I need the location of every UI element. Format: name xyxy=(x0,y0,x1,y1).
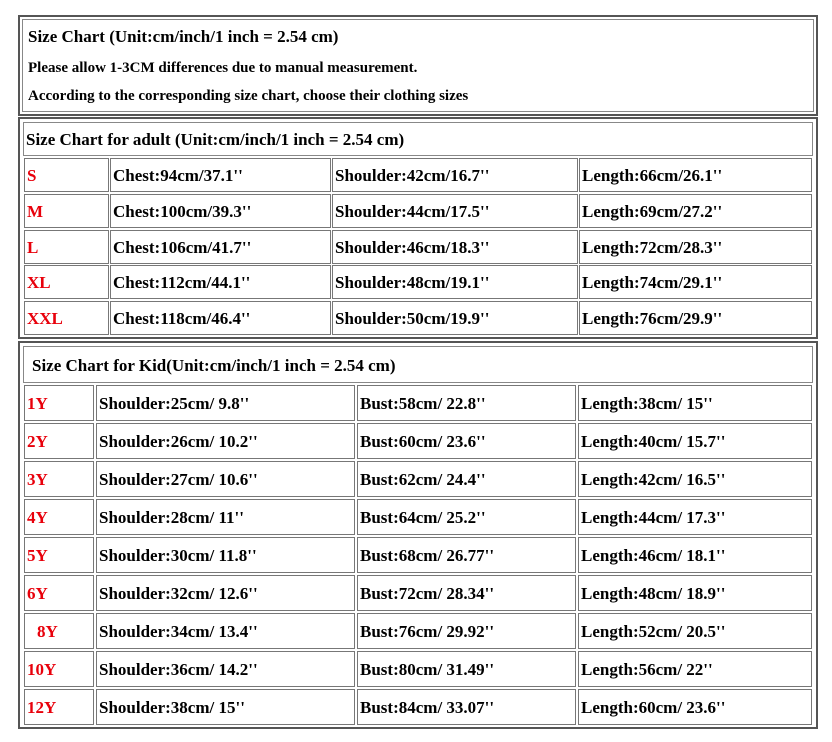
kid-size-cell: 10Y xyxy=(24,651,94,687)
adult-size-cell: XXL xyxy=(24,301,109,335)
adult-chest-cell: Chest:112cm/44.1'' xyxy=(110,265,331,299)
kid-table-title: Size Chart for Kid(Unit:cm/inch/1 inch = 2.54 cm) xyxy=(32,356,396,375)
kid-bust-cell: Bust:60cm/ 23.6'' xyxy=(357,423,576,459)
kid-size-cell: 3Y xyxy=(24,461,94,497)
kid-shoulder-cell: Shoulder:32cm/ 12.6'' xyxy=(96,575,355,611)
kid-shoulder-cell: Shoulder:38cm/ 15'' xyxy=(96,689,355,725)
adult-chest-cell: Chest:94cm/37.1'' xyxy=(110,158,331,192)
adult-size-cell: M xyxy=(24,194,109,228)
kid-shoulder-cell: Shoulder:25cm/ 9.8'' xyxy=(96,385,355,421)
intro-panel xyxy=(18,15,818,116)
kid-size-cell: 4Y xyxy=(24,499,94,535)
adult-size-table xyxy=(18,117,818,339)
kid-length-cell: Length:40cm/ 15.7'' xyxy=(578,423,812,459)
adult-length-cell: Length:66cm/26.1'' xyxy=(579,158,812,192)
adult-shoulder-cell: Shoulder:42cm/16.7'' xyxy=(332,158,578,192)
adult-size-cell: S xyxy=(24,158,109,192)
kid-length-cell: Length:56cm/ 22'' xyxy=(578,651,812,687)
kid-bust-cell: Bust:84cm/ 33.07'' xyxy=(357,689,576,725)
adult-shoulder-cell: Shoulder:46cm/18.3'' xyxy=(332,230,578,264)
kid-bust-cell: Bust:58cm/ 22.8'' xyxy=(357,385,576,421)
adult-length-cell: Length:74cm/29.1'' xyxy=(579,265,812,299)
kid-length-cell: Length:48cm/ 18.9'' xyxy=(578,575,812,611)
kid-shoulder-cell: Shoulder:34cm/ 13.4'' xyxy=(96,613,355,649)
kid-shoulder-cell: Shoulder:26cm/ 10.2'' xyxy=(96,423,355,459)
adult-shoulder-cell: Shoulder:50cm/19.9'' xyxy=(332,301,578,335)
kid-size-cell: 2Y xyxy=(24,423,94,459)
adult-chest-cell: Chest:100cm/39.3'' xyxy=(110,194,331,228)
kid-length-cell: Length:44cm/ 17.3'' xyxy=(578,499,812,535)
kid-bust-cell: Bust:64cm/ 25.2'' xyxy=(357,499,576,535)
adult-size-cell: L xyxy=(24,230,109,264)
kid-size-cell: 8Y xyxy=(24,613,94,649)
kid-shoulder-cell: Shoulder:30cm/ 11.8'' xyxy=(96,537,355,573)
adult-chest-cell: Chest:106cm/41.7'' xyxy=(110,230,331,264)
kid-length-cell: Length:42cm/ 16.5'' xyxy=(578,461,812,497)
kid-length-cell: Length:46cm/ 18.1'' xyxy=(578,537,812,573)
kid-size-cell: 6Y xyxy=(24,575,94,611)
adult-table-title: Size Chart for adult (Unit:cm/inch/1 inch = 2.54 cm) xyxy=(26,130,405,149)
adult-length-cell: Length:76cm/29.9'' xyxy=(579,301,812,335)
kid-size-cell: 1Y xyxy=(24,385,94,421)
kid-size-table xyxy=(18,341,818,729)
kid-size-cell: 12Y xyxy=(24,689,94,725)
intro-note: Please allow 1-3CM differences due to manual measurement. xyxy=(28,60,418,76)
intro-title: Size Chart (Unit:cm/inch/1 inch = 2.54 cm) xyxy=(28,27,339,46)
adult-shoulder-cell: Shoulder:44cm/17.5'' xyxy=(332,194,578,228)
kid-length-cell: Length:52cm/ 20.5'' xyxy=(578,613,812,649)
kid-bust-cell: Bust:72cm/ 28.34'' xyxy=(357,575,576,611)
adult-length-cell: Length:72cm/28.3'' xyxy=(579,230,812,264)
kid-bust-cell: Bust:76cm/ 29.92'' xyxy=(357,613,576,649)
kid-bust-cell: Bust:62cm/ 24.4'' xyxy=(357,461,576,497)
adult-shoulder-cell: Shoulder:48cm/19.1'' xyxy=(332,265,578,299)
intro-instruction: According to the corresponding size chart, choose their clothing sizes xyxy=(28,88,469,104)
kid-bust-cell: Bust:80cm/ 31.49'' xyxy=(357,651,576,687)
kid-bust-cell: Bust:68cm/ 26.77'' xyxy=(357,537,576,573)
adult-length-cell: Length:69cm/27.2'' xyxy=(579,194,812,228)
kid-length-cell: Length:60cm/ 23.6'' xyxy=(578,689,812,725)
kid-shoulder-cell: Shoulder:28cm/ 11'' xyxy=(96,499,355,535)
kid-size-cell: 5Y xyxy=(24,537,94,573)
adult-chest-cell: Chest:118cm/46.4'' xyxy=(110,301,331,335)
adult-size-cell: XL xyxy=(24,265,109,299)
kid-shoulder-cell: Shoulder:36cm/ 14.2'' xyxy=(96,651,355,687)
kid-shoulder-cell: Shoulder:27cm/ 10.6'' xyxy=(96,461,355,497)
kid-length-cell: Length:38cm/ 15'' xyxy=(578,385,812,421)
